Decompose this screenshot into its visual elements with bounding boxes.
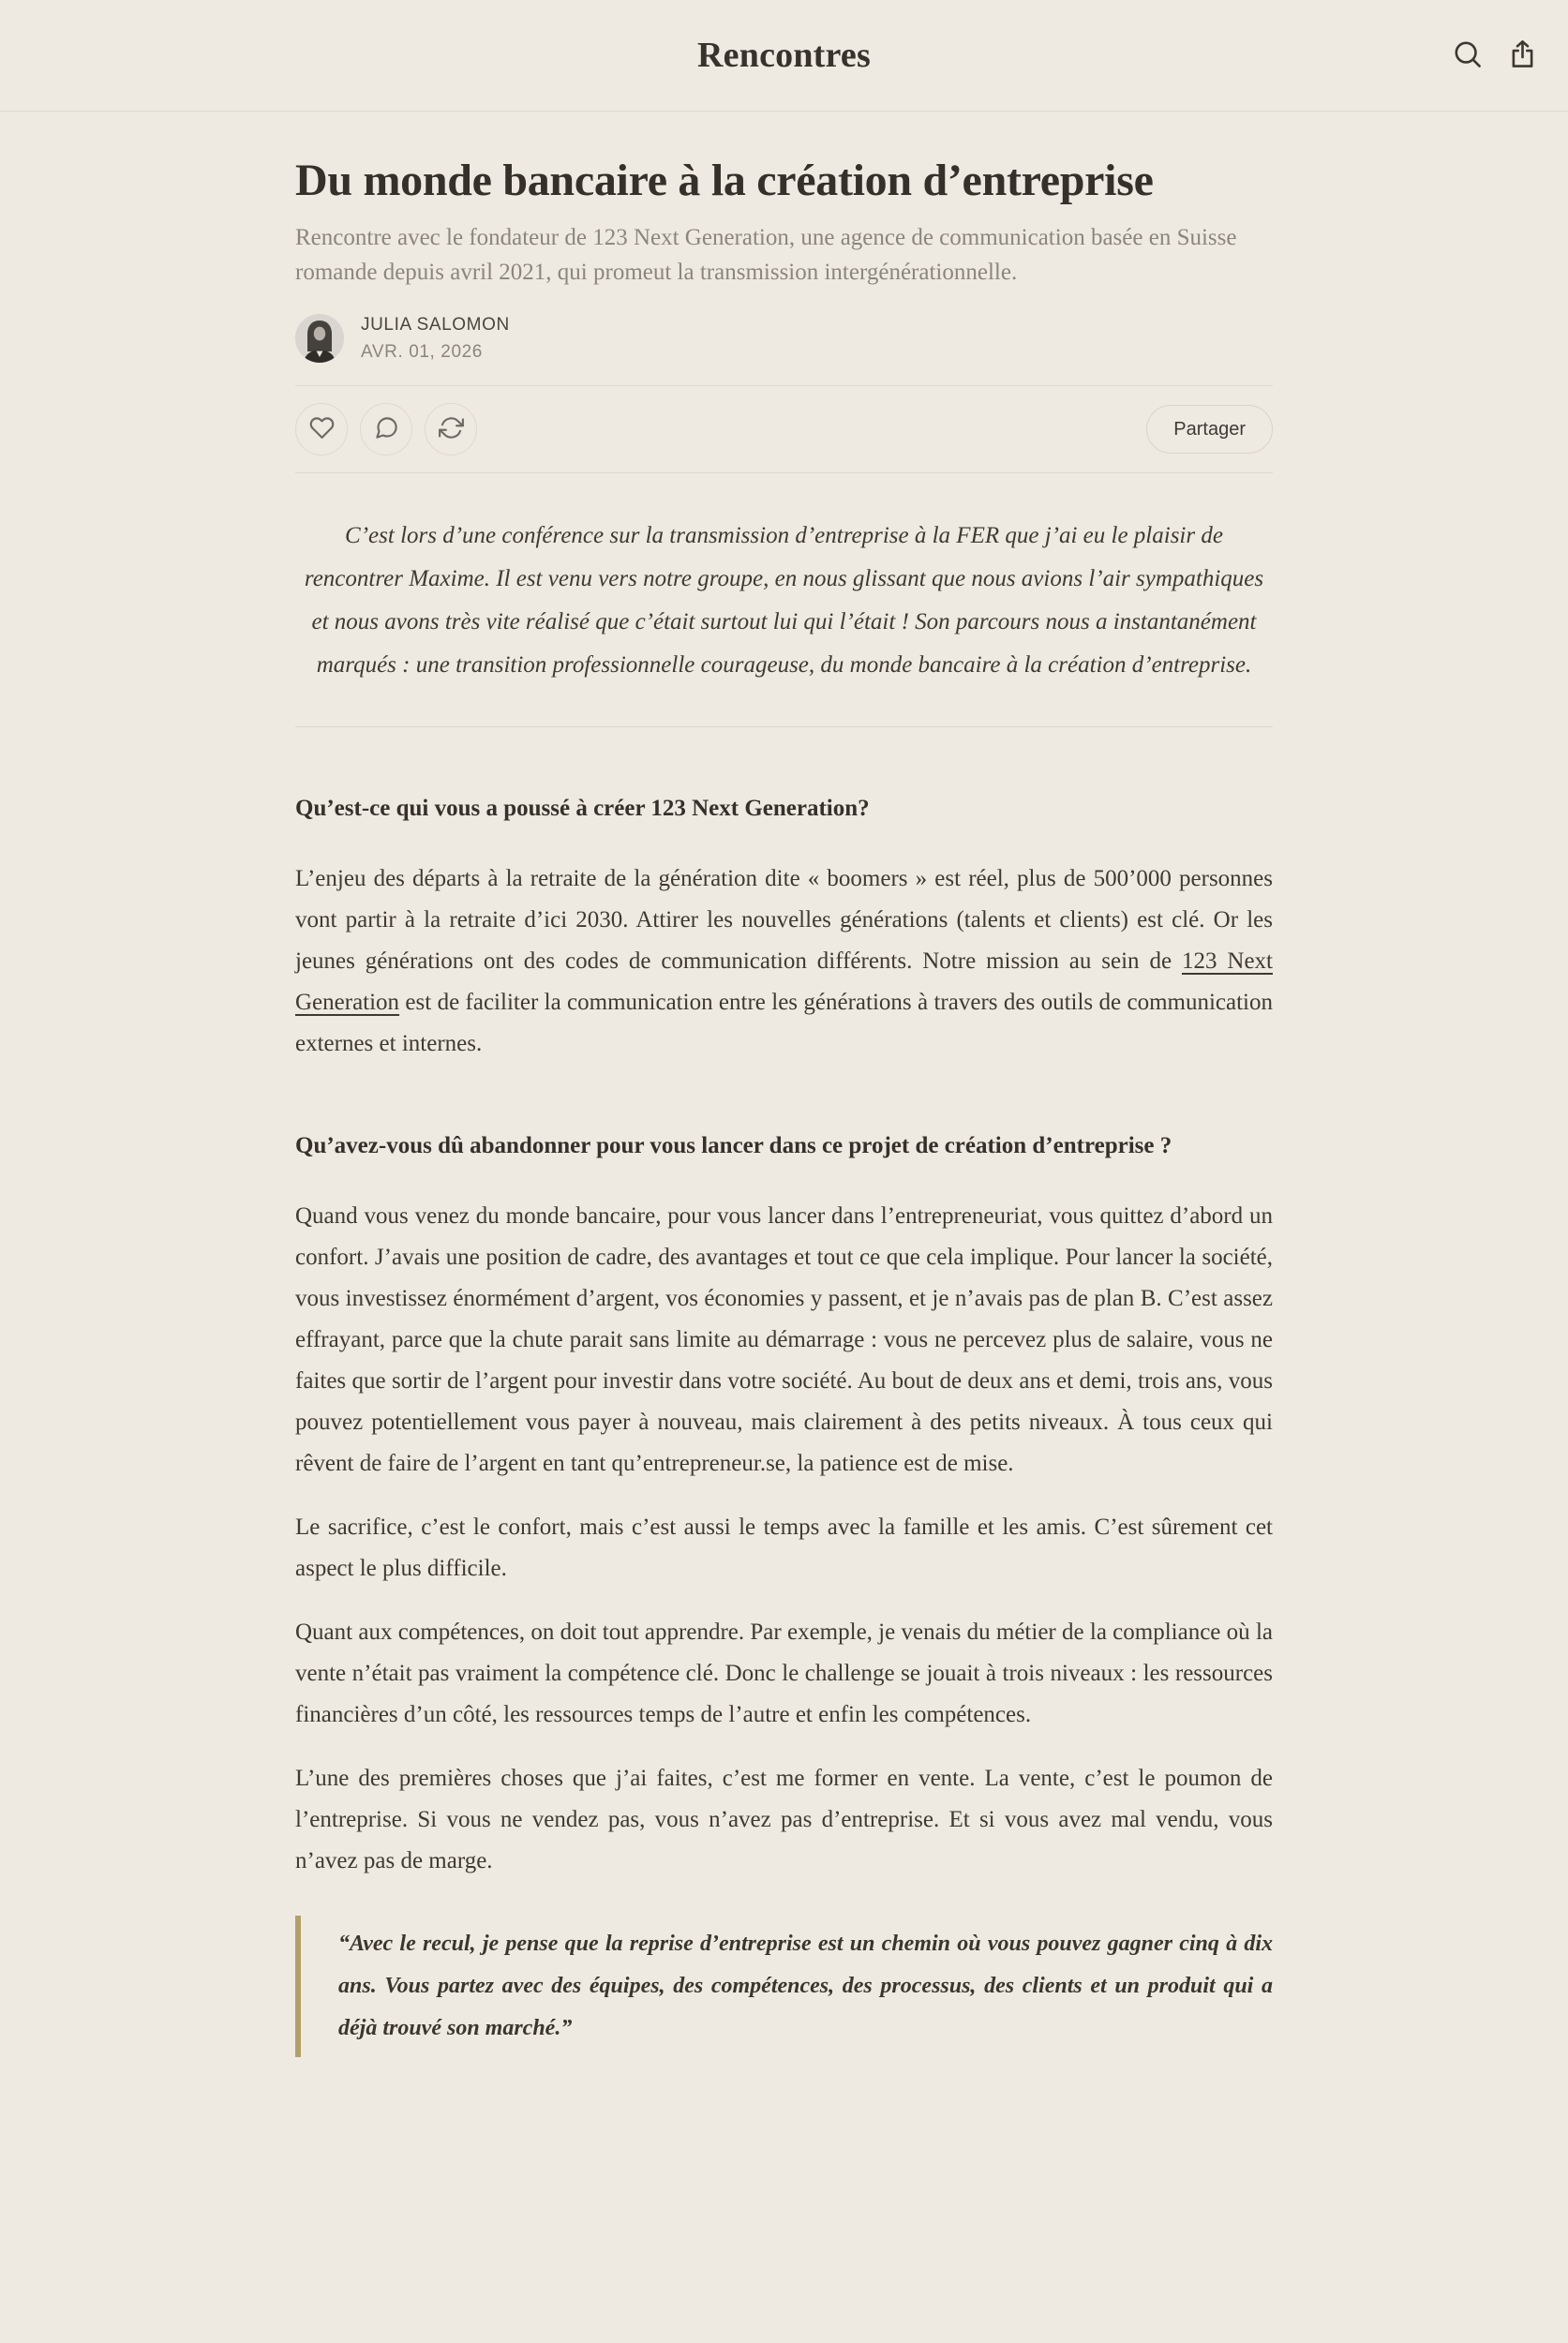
- comment-button[interactable]: [360, 403, 412, 455]
- post-date: AVR. 01, 2026: [361, 341, 483, 362]
- heart-icon: [309, 415, 335, 443]
- bottom-spacer: [295, 2057, 1273, 2117]
- answer-paragraph: [295, 858, 1273, 1065]
- author-avatar[interactable]: [295, 314, 344, 363]
- comment-icon: [374, 415, 399, 443]
- share-post-button[interactable]: Partager: [1146, 405, 1273, 454]
- like-button[interactable]: [295, 403, 348, 455]
- pull-quote: “Avec le recul, je pense que la reprise d’entreprise est un chemin où vous pouvez gagner cinq à dix ans. Vous partez avec des équipes, des compétences, des processus, des clients et un produit qui a déjà trouvé son marché.”: [295, 1916, 1273, 2057]
- action-row: [295, 386, 1273, 472]
- paragraph-text: est de faciliter la communication entre les générations à travers des outils de communication externes et internes.: [295, 990, 1273, 1056]
- paragraph-text: L’enjeu des départs à la retraite de la génération dite « boomers » est réel, plus de 500’000 personnes vont partir à la retraite d’ici 2030. Attirer les nouvelles générations (talents et clients) est clé. Or les jeunes générations ont des codes de communication différents. Notre mission au sein de: [295, 866, 1273, 974]
- answer-paragraph: L’une des premières choses que j’ai faites, c’est me former en vente. La vente, c’est le poumon de l’entreprise. Si vous ne vendez pas, vous n’avez pas d’entreprise. Et si vous avez mal vendu, vous n’avez pas de marge.: [295, 1766, 1273, 1873]
- restack-button[interactable]: [425, 403, 477, 455]
- answer-paragraph: Quand vous venez du monde bancaire, pour vous lancer dans l’entrepreneuriat, vous quittez d’abord un confort. J’avais une position de cadre, des avantages et tout ce que cela implique. Pour lancer la société, vous investissez énormément d’argent, vos économies y passent, et je n’avais pas de plan B. C’est assez effrayant, parce que la chute parait sans limite au démarrage : vous ne percevez plus de salaire, vous ne faites que sortir de l’argent pour investir dans votre société. Au bout de deux ans et demi, trois ans, vous pouvez potentiellement vous payer à nouveau, mais clairement à des petits niveaux. À tous ceux qui rêvent de faire de l’argent en tant qu’entrepreneur.se, la patience est de mise.: [295, 1203, 1273, 1476]
- byline-text: [361, 313, 510, 365]
- question-heading-1: Qu’est-ce qui vous a poussé à créer 123 Next Generation?: [295, 796, 870, 821]
- share-button[interactable]: [1507, 38, 1538, 72]
- publication-title[interactable]: Rencontres: [697, 36, 871, 75]
- restack-icon: [439, 415, 464, 443]
- intro-quote: C’est lors d’une conférence sur la transmission d’entreprise à la FER que j’ai eu le plaisir de rencontrer Maxime. Il est venu vers notre groupe, en nous glissant que nous avions l’air sympathiques et nous avons très vite réalisé que c’était surtout lui qui l’était ! Son parcours nous a instantanément marqués : une transition professionnelle courageuse, du monde bancaire à la création d’entreprise.: [304, 523, 1264, 678]
- divider: [295, 726, 1273, 727]
- byline: [295, 314, 1273, 363]
- search-icon: [1452, 38, 1483, 72]
- answer-paragraph: Quant aux compétences, on doit tout apprendre. Par exemple, je venais du métier de la compliance où la vente n’était pas vraiment la compétence clé. Donc le challenge se jouait à trois niveaux : les ressources financières d’un côté, les ressources temps de l’autre et enfin les compétences.: [295, 1619, 1273, 1727]
- header-actions: [1452, 0, 1538, 111]
- question-heading-2: Qu’avez-vous dû abandonner pour vous lancer dans ce projet de création d’entreprise ?: [295, 1133, 1172, 1158]
- post-title: Du monde bancaire à la création d’entreprise: [295, 156, 1154, 205]
- article: [295, 112, 1273, 2117]
- share-icon: [1507, 38, 1538, 72]
- header-bar: [0, 0, 1568, 112]
- author-name[interactable]: JULIA SALOMON: [361, 314, 510, 335]
- post-subtitle: Rencontre avec le fondateur de 123 Next Generation, une agence de communication basée en Suisse romande depuis avril 2021, qui promeut la transmission intergénérationnelle.: [295, 225, 1237, 285]
- search-button[interactable]: [1452, 38, 1483, 72]
- answer-paragraph: Le sacrifice, c’est le confort, mais c’est aussi le temps avec la famille et les amis. C’est sûrement cet aspect le plus difficile.: [295, 1515, 1273, 1581]
- company-link[interactable]: 123 Next Generation: [295, 948, 1273, 1015]
